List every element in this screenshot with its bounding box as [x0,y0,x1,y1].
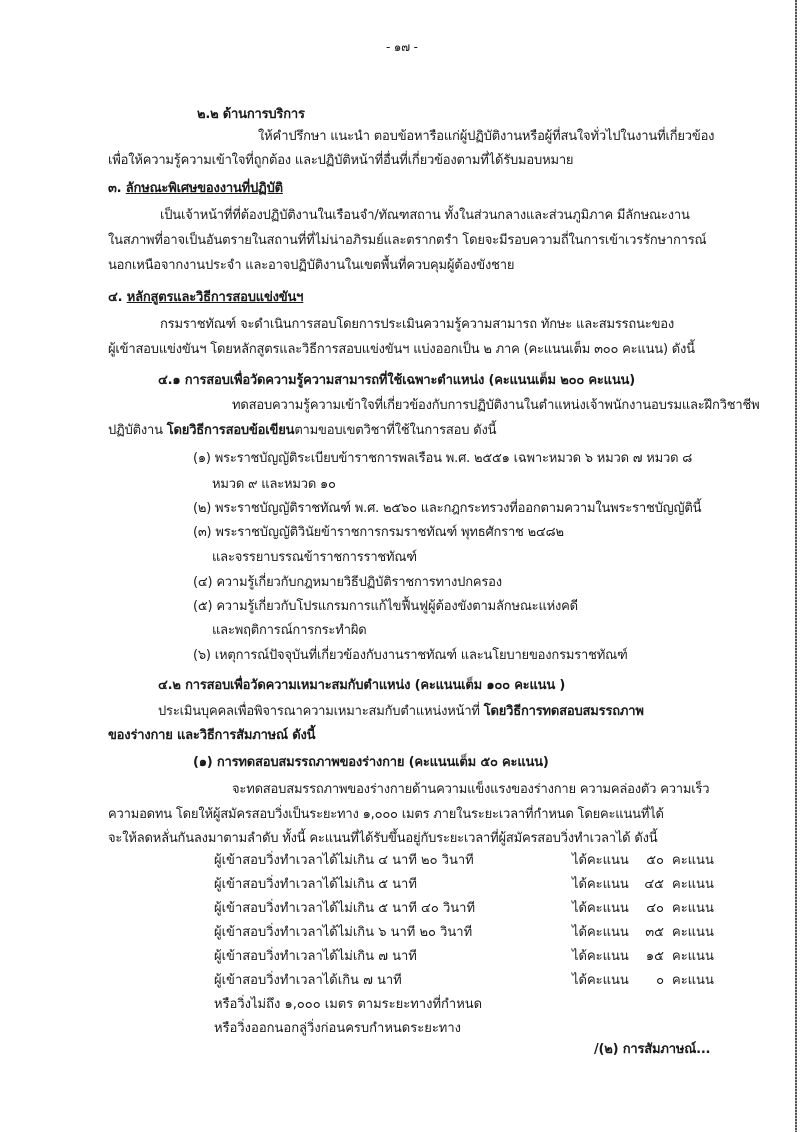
section-3-title: ลักษณะพิเศษของงานที่ปฏิบัติ [125,181,283,196]
exam-subject-item-continued: หมวด ๙ และหมวด ๑๐ [212,477,336,492]
physical-test-paragraph-line: จะทดสอบสมรรถภาพของร่างกายด้านความแข็งแรงของร่างกาย ความคล่องตัว ความเร็ว [232,782,710,797]
score-points: ๑๕ [645,949,664,964]
section-2-2-paragraph-line: ให้คำปรึกษา แนะนำ ตอบข้อหารือแก่ผู้ปฏิบัติงานหรือผู้ที่สนใจทั่วไปในงานที่เกี่ยวข้อง [258,129,715,144]
section-4-number: ๔. [108,290,123,305]
score-prefix: ได้คะแนน [572,853,629,868]
score-unit: คะแนน [672,973,714,988]
exam-subject-item: (๔) ความรู้เกี่ยวกับกฎหมายวิธีปฏิบัติราชการทางปกครอง [193,575,502,590]
section-4-2-intro-line: ของร่างกาย และวิธีการสัมภาษณ์ ดังนี้ [108,728,316,743]
score-points: ๔๕ [644,877,664,892]
intro-text: ตามขอบเขตวิชาที่ใช้ในการสอบ ดังนี้ [294,423,497,438]
score-prefix: ได้คะแนน [572,925,629,940]
section-4-2-intro-line [158,703,644,721]
physical-test-paragraph-line: จะให้ลดหลั่นกันลงมาตามลำดับ ทั้งนี้ คะแนนที่ได้รับขึ้นอยู่กับระยะเวลาที่ผู้สมัครสอบวิ่งทำเวลาได้ ดังนี้ [108,831,658,846]
section-2-2-heading: ๒.๒ ด้านการบริการ [197,107,305,122]
section-4-1-intro-line: ทดสอบความรู้ความเข้าใจที่เกี่ยวข้องกับการปฏิบัติงานในตำแหน่งเจ้าพนักงานอบรมและฝึกวิชาชีพ [232,398,760,413]
score-condition: ผู้เข้าสอบวิ่งทำเวลาได้ไม่เกิน ๗ นาที [214,949,417,964]
section-4-title: หลักสูตรและวิธีการสอบแข่งขันฯ [126,290,304,305]
section-3-paragraph-line: ในสภาพที่อาจเป็นอันตรายในสถานที่ที่ไม่น่าอภิรมย์และตรากตรำ โดยจะมีรอบความถี่ในการเข้าเวรรักษาการณ์ [108,233,707,248]
exam-subject-item: (๑) พระราชบัญญัติระเบียบข้าราชการพลเรือน พ.ศ. ๒๕๕๑ เฉพาะหมวด ๖ หมวด ๗ หมวด ๘ [193,451,693,466]
score-points: ๕๐ [646,853,664,868]
score-condition: ผู้เข้าสอบวิ่งทำเวลาได้ไม่เกิน ๕ นาที [214,877,417,892]
section-4-1-heading: ๔.๑ การสอบเพื่อวัดความรู้ความสามารถที่ใช้เฉพาะตำแหน่ง (คะแนนเต็ม ๒๐๐ คะแนน) [158,373,635,388]
score-points: ๔๐ [646,901,664,916]
physical-test-paragraph-line: ความอดทน โดยให้ผู้สมัครสอบวิ่งเป็นระยะทาง ๑,๐๐๐ เมตร ภายในระยะเวลาที่กำหนด โดยคะแนนที่ได้ [108,807,664,822]
exam-subject-item: (๓) พระราชบัญญัติวินัยข้าราชการกรมราชทัณฑ์ พุทธศักราช ๒๔๘๒ [193,525,564,540]
score-prefix: ได้คะแนน [572,877,629,892]
score-unit: คะแนน [672,901,714,916]
section-3-heading [108,180,283,198]
intro-bold-text: โดยวิธีการสอบข้อเขียน [166,423,295,438]
section-4-heading [108,289,303,307]
page-number: - ๑๗ - [386,40,418,54]
exam-subject-item: (๒) พระราชบัญญัติราชทัณฑ์ พ.ศ. ๒๕๖๐ และกฎกระทรวงที่ออกตามความในพระราชบัญญัตินี้ [193,501,702,516]
exam-subject-item-continued: และพฤติการณ์การกระทำผิด [212,623,367,638]
score-prefix: ได้คะแนน [572,901,629,916]
score-condition: ผู้เข้าสอบวิ่งทำเวลาได้ไม่เกิน ๔ นาที ๒๐ วินาที [214,853,474,868]
intro-text: ประเมินบุคคลเพื่อพิจารณาความเหมาะสมกับตำแหน่งหน้าที่ [158,704,484,719]
score-unit: คะแนน [672,853,714,868]
score-condition: ผู้เข้าสอบวิ่งทำเวลาได้เกิน ๗ นาที [214,973,402,988]
score-unit: คะแนน [672,925,714,940]
section-4-paragraph-line: กรมราชทัณฑ์ จะดำเนินการสอบโดยการประเมินความรู้ความสามารถ ทักษะ และสมรรถนะของ [160,317,675,332]
intro-text: ปฏิบัติงาน [108,423,167,438]
exam-subject-item-continued: และจรรยาบรรณข้าราชการราชทัณฑ์ [212,550,417,565]
scan-edge-border [795,0,797,1132]
physical-test-heading: (๑) การทดสอบสมรรถภาพของร่างกาย (คะแนนเต็ม ๕๐ คะแนน) [193,755,549,770]
section-3-number: ๓. [108,181,122,196]
intro-bold-text: โดยวิธีการทดสอบสมรรถภาพ [483,704,644,719]
score-condition: ผู้เข้าสอบวิ่งทำเวลาได้ไม่เกิน ๕ นาที ๔๐ วินาที [214,901,476,916]
score-condition: ผู้เข้าสอบวิ่งทำเวลาได้ไม่เกิน ๖ นาที ๒๐ วินาที [214,925,473,940]
exam-subject-item: (๕) ความรู้เกี่ยวกับโปรแกรมการแก้ไขฟื้นฟูผู้ต้องขังตามลักษณะแห่งคดี [193,599,578,614]
section-4-2-heading: ๔.๒ การสอบเพื่อวัดความเหมาะสมกับตำแหน่ง (คะแนนเต็ม ๑๐๐ คะแนน ) [158,678,566,693]
score-note: หรือวิ่งออกนอกลู่วิ่งก่อนครบกำหนดระยะทาง [214,1021,462,1036]
score-prefix: ได้คะแนน [572,949,629,964]
score-points: ๐ [656,973,664,988]
continuation-marker: /(๒) การสัมภาษณ์... [594,1042,711,1057]
section-4-1-intro-line [108,422,496,440]
score-note: หรือวิ่งไม่ถึง ๑,๐๐๐ เมตร ตามระยะทางที่กำหนด [214,997,483,1012]
score-points: ๓๕ [645,925,664,940]
score-unit: คะแนน [672,949,714,964]
section-3-paragraph-line: นอกเหนือจากงานประจำ และอาจปฏิบัติงานในเขตพื้นที่ควบคุมผู้ต้องขังชาย [108,258,515,273]
exam-subject-item: (๖) เหตุการณ์ปัจจุบันที่เกี่ยวข้องกับงานราชทัณฑ์ และนโยบายของกรมราชทัณฑ์ [193,648,628,663]
score-unit: คะแนน [672,877,714,892]
score-prefix: ได้คะแนน [572,973,629,988]
section-2-2-paragraph-line: เพื่อให้ความรู้ความเข้าใจที่ถูกต้อง และปฏิบัติหน้าที่อื่นที่เกี่ยวข้องตามที่ได้รับมอบหมาย [108,153,574,168]
section-3-paragraph-line: เป็นเจ้าหน้าที่ที่ต้องปฏิบัติงานในเรือนจำ/ทัณฑสถาน ทั้งในส่วนกลางและส่วนภูมิภาค มีลักษณะงาน [160,208,690,223]
section-4-paragraph-line: ผู้เข้าสอบแข่งขันฯ โดยหลักสูตรและวิธีการสอบแข่งขันฯ แบ่งออกเป็น ๒ ภาค (คะแนนเต็ม ๓๐๐ คะแนน) ดังนี้ [108,342,695,357]
